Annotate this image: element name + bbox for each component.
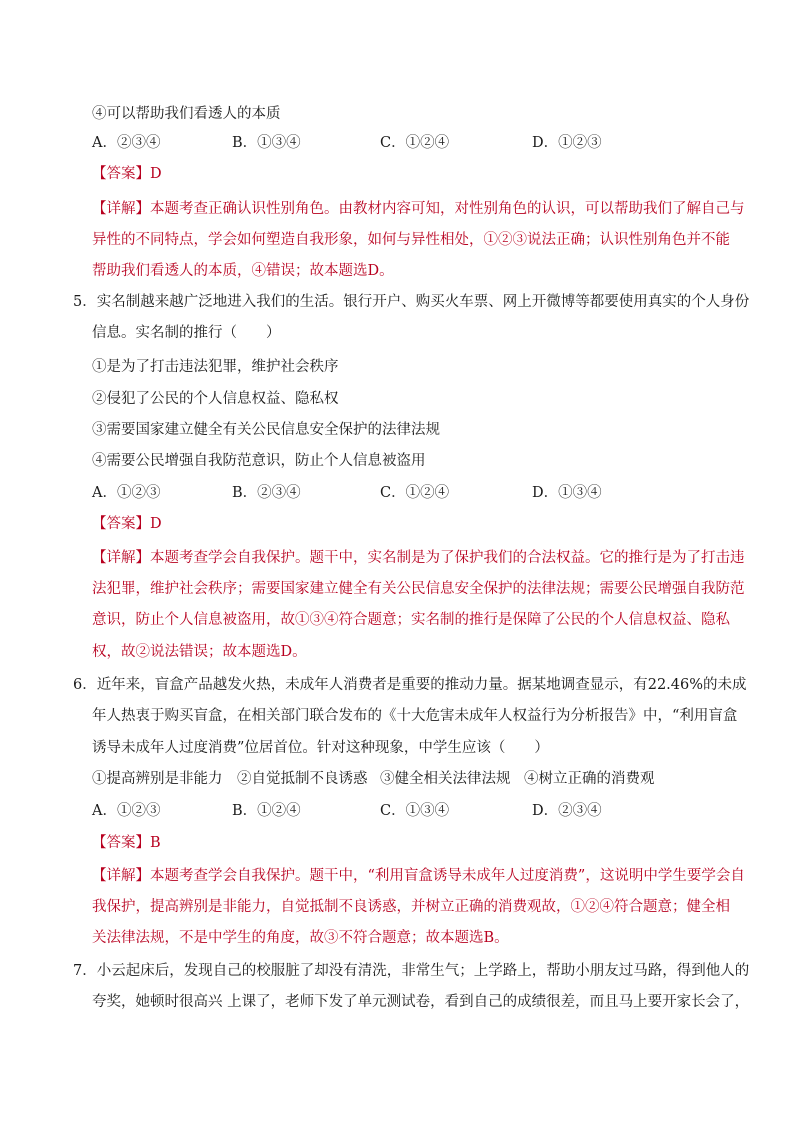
q6-item-4: ④树立正确的消费观 xyxy=(524,771,655,787)
q6-stem-line-2: 年人热衷于购买盲盒，在相关部门联合发布的《十大危害未成年人权益行为分析报告》中，“利用盲盒 xyxy=(92,708,738,724)
q5-answer: 【答案】D xyxy=(92,516,162,532)
q4-detail-line-3: 帮助我们看透人的本质，④错误；故本题选D。 xyxy=(92,263,394,279)
q5-detail-line-4: 权，故②说法错误；故本题选D。 xyxy=(92,644,307,660)
q5-option-c: C．①②④ xyxy=(380,485,450,501)
q6-stem-line-3: 诱导未成年人过度消费”位居首位。针对这种现象，中学生应该（ ） xyxy=(92,740,549,756)
q4-item-4: ④可以帮助我们看透人的本质 xyxy=(92,106,281,122)
q5-option-a: A．①②③ xyxy=(92,485,161,501)
q6-item-3: ③健全相关法律法规 xyxy=(380,771,511,787)
q5-item-2: ②侵犯了公民的个人信息权益、隐私权 xyxy=(92,391,339,407)
q4-detail-line-1: 【详解】本题考查正确认识性别角色。由教材内容可知，对性别角色的认识，可以帮助我们了解自己与 xyxy=(92,201,745,217)
q6-option-b: B．①②④ xyxy=(232,803,301,819)
q7-stem-line-1: 7．小云起床后，发现自己的校服脏了却没有清洗，非常生气；上学路上，帮助小朋友过马路，得到他人的 xyxy=(73,963,750,979)
q6-option-a: A．①②③ xyxy=(92,803,161,819)
q5-item-4: ④需要公民增强自我防范意识，防止个人信息被盗用 xyxy=(92,453,426,469)
q4-option-d: D．①②③ xyxy=(532,135,602,151)
q6-answer: 【答案】B xyxy=(92,835,161,851)
q6-detail-line-3: 关法律法规，不是中学生的角度，故③不符合题意；故本题选B。 xyxy=(92,930,509,946)
q6-options xyxy=(92,801,732,821)
q5-option-d: D．①③④ xyxy=(532,485,602,501)
q5-option-b: B．②③④ xyxy=(232,485,301,501)
q4-option-b: B．①③④ xyxy=(232,135,301,151)
q6-item-2: ②自觉抵制不良诱惑 xyxy=(237,771,368,787)
q6-detail-line-2: 我保护，提高辨别是非能力，自觉抵制不良诱惑，并树立正确的消费观故，①②④符合题意；健全相 xyxy=(92,899,730,915)
q4-detail-line-2: 异性的不同特点，学会如何塑造自我形象，如何与异性相处，①②③说法正确；认识性别角色并不能 xyxy=(92,232,730,248)
q4-option-a: A．②③④ xyxy=(92,135,161,151)
q5-stem-line-1: 5．实名制越来越广泛地进入我们的生活。银行开户、购买火车票、网上开微博等都要使用真实的个人身份 xyxy=(73,294,750,310)
q6-item-1: ①提高辨别是非能力 xyxy=(92,771,223,787)
q5-options xyxy=(92,483,732,503)
q6-stem-line-1: 6．近年来，盲盒产品越发火热，未成年人消费者是重要的推动力量。据某地调查显示，有22.46%的未成 xyxy=(73,677,747,693)
q5-detail-line-2: 法犯罪，维护社会秩序；需要国家建立健全有关公民信息安全保护的法律法规；需要公民增强自我防范 xyxy=(92,581,745,597)
q6-option-d: D．②③④ xyxy=(532,803,602,819)
q6-detail-line-1: 【详解】本题考查学会自我保护。题干中，“利用盲盒诱导未成年人过度消费”，这说明中学生要学会自 xyxy=(92,868,745,884)
q5-detail-line-3: 意识，防止个人信息被盗用，故①③④符合题意；实名制的推行是保障了公民的个人信息权益、隐私 xyxy=(92,612,730,628)
q4-option-c: C．①②④ xyxy=(380,135,450,151)
q6-option-c: C．①③④ xyxy=(380,803,450,819)
q5-stem-line-2: 信息。实名制的推行（ ） xyxy=(92,325,281,341)
q5-item-1: ①是为了打击违法犯罪，维护社会秩序 xyxy=(92,359,339,375)
q6-items xyxy=(92,769,732,789)
q5-item-3: ③需要国家建立健全有关公民信息安全保护的法律法规 xyxy=(92,422,440,438)
q7-stem-line-2: 夸奖，她顿时很高兴 上课了，老师下发了单元测试卷，看到自己的成绩很差，而且马上要开家长会了， xyxy=(92,994,750,1010)
q4-options xyxy=(92,133,732,153)
q5-detail-line-1: 【详解】本题考查学会自我保护。题干中，实名制是为了保护我们的合法权益。它的推行是为了打击违 xyxy=(92,550,745,566)
q4-answer: 【答案】D xyxy=(92,166,162,182)
